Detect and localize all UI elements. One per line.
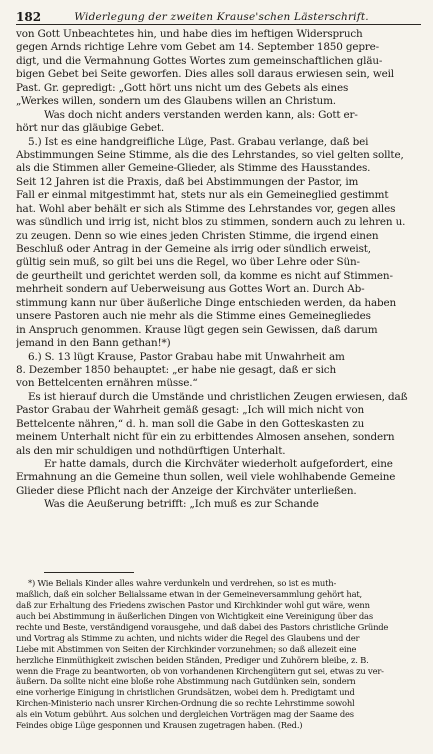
footnote-line: Liebe mit Abstimmen von Seiten der Kirchkinder vorzunehmen; so daß allezeit eine	[16, 643, 357, 654]
text-line: als den mir schuldigen und nothdürftigen Unterhalt.	[16, 444, 286, 457]
text-line: gültig sein muß, so gilt bei uns die Regel, wo über Lehre oder Sün-	[16, 256, 360, 269]
text-line: Fall er einmal mitgestimmt hat, stets nur als ein Gemeineglied gestimmt	[16, 189, 389, 202]
text-line: Er hatte damals, durch die Kirchväter wiederholt aufgefordert, eine	[44, 458, 393, 470]
text-line: Ermahnung an die Gemeine thun sollen, weil viele wohlhabende Gemeine	[16, 471, 396, 484]
text-line: digt, und die Vermahnung Gottes Wortes zum gemeinschaftlichen gläu-	[16, 54, 383, 67]
text-line: Pastor Grabau der Wahrheit gemäß gesagt: „Ich will mich nicht von	[16, 404, 364, 417]
text-line: stimmung kann nur über äußerliche Dinge entschieden werden, da haben	[16, 296, 397, 309]
text-line: Was doch nicht anders verstanden werden kann, als: Gott er-	[44, 108, 358, 121]
text-line: 6.) S. 13 lügt Krause, Pastor Grabau habe mit Unwahrheit am	[28, 350, 345, 363]
text-line: jemand in den Bann gethan!*)	[16, 337, 171, 350]
text-line: meinem Unterhalt nicht für ein zu erbittendes Almosen ansehen, sondern	[16, 431, 395, 444]
text-line: in Anspruch genommen. Krause lügt gegen sein Gewissen, daß darum	[16, 323, 378, 336]
text-line: zu zeugen. Denn so wie eines jeden Christen Stimme, die irgend einen	[16, 229, 379, 242]
text-line: 5.) Ist es eine handgreifliche Lüge, Past. Grabau verlange, daß bei	[28, 135, 369, 148]
footnote-line: daß zur Erhaltung des Friedens zwischen Pastor und Kirchkinder wohl gut wäre, wenn	[16, 599, 370, 610]
footnote-line: Kirchen-Ministerio nach unsrer Kirchen-Ordnung die so rechte Lehrstimme sowohl	[16, 698, 355, 709]
text-line: Was die Aeußerung betrifft: „Ich muß es zur Schande	[44, 498, 319, 511]
text-line: „Werkes willen, sondern um des Glaubens willen an Christum.	[16, 95, 336, 108]
text-line: de geurtheilt und gerichtet werden soll, da komme es nicht auf Stimmen-	[16, 269, 393, 282]
footnote-line: *) Wie Belials Kinder alles wahre verdunkeln und verdrehen, so ist es muth-	[28, 578, 337, 588]
text-line: hört nur das gläubige Gebet.	[16, 122, 164, 135]
text-line: hat. Wohl aber behält er sich als Stimme des Lehrstandes vor, gegen alles	[16, 202, 396, 215]
text-line: von Bettelcenten ernähren müsse.“	[16, 377, 198, 390]
text-line: Abstimmungen Seine Stimme, als die des Lehrstandes, so viel gelten sollte,	[16, 148, 404, 161]
text-line: Beschluß oder Antrag in der Gemeine als irrig oder sündlich erweist,	[16, 243, 371, 255]
text-line: als die Stimmen aller Gemeine-Glieder, als Stimme des Hausstandes.	[16, 162, 371, 175]
running-title: Widerlegung der zweiten Krause'schen Lästerschrift.	[74, 11, 369, 23]
footnote-line: herzliche Einmüthigkeit zwischen beiden Ständen, Prediger und Zuhörern bleibe, z. B.	[16, 654, 369, 665]
footnote-line: auch bei Abstimmung in äußerlichen Dingen von Wichtigkeit eine Vereinigung über das	[16, 610, 373, 621]
footnote-line: äußern. Da sollte nicht eine bloße rohe Abstimmung nach Gutdünken sein, sondern	[16, 676, 356, 687]
footnote-rule	[44, 572, 134, 573]
text-line: von Gott Unbeachtetes hin, und habe dies im heftigen Widerspruch	[16, 28, 363, 40]
running-header	[16, 8, 421, 25]
text-line: 8. Dezember 1850 behauptet: „er habe nie gesagt, daß er sich	[16, 363, 337, 376]
footnote-line: wenn die Frage zu beantworten, ob von vorhandenen Kirchengütern gut sei, etwas zu ver-	[16, 665, 384, 676]
text-line: Past. Gr. gepredigt: „Gott hört uns nicht um des Gebets als eines	[16, 81, 349, 94]
text-line: mehrheit sondern auf Ueberweisung aus Gottes Wort an. Durch Ab-	[16, 283, 365, 296]
footnote	[16, 578, 421, 731]
text-line: was sündlich und irrig ist, nicht blos zu stimmen, sondern auch zu lehren u.	[16, 216, 406, 229]
footnote-line: rechte und Beste, verständigend vorausgehe, und daß dabei des Pastors christliche Gründe	[16, 621, 389, 632]
text-line: Es ist hierauf durch die Umstände und christlichen Zeugen erwiesen, daß	[28, 390, 408, 403]
text-line: Seit 12 Jahren ist die Praxis, daß bei Abstimmungen der Pastor, im	[16, 175, 359, 188]
text-line: gegen Arnds richtige Lehre vom Gebet am 14. September 1850 gepre-	[16, 41, 380, 54]
text-line: bigen Gebet bei Seite geworfen. Dies alles soll daraus erwiesen sein, weil	[16, 68, 394, 81]
text-line: Bettelcente nähren,“ d. h. man soll die Gabe in den Gotteskasten zu	[16, 417, 365, 430]
footnote-line: und Vortrag als Stimme zu achten, und nichts wider die Regel des Glaubens und der	[16, 632, 360, 643]
text-line: unsere Pastoren auch nie mehr als die Stimme eines Gemeinegliedes	[16, 310, 371, 323]
page-number: 182	[16, 10, 42, 24]
main-text	[16, 28, 421, 512]
text-line: Glieder diese Pflicht nach der Anzeige der Kirchväter unterließen.	[16, 484, 357, 497]
footnote-line: eine vorherige Einigung in christlichen Grundsätzen, wobei dem h. Predigtamt und	[16, 687, 355, 698]
footnote-line: Feindes obige Lüge gesponnen und Krausen zugetragen haben. (Red.)	[16, 720, 303, 731]
footnote-line: maßlich, daß ein solcher Belialssame etwan in der Gemeineversammlung gehört hat,	[16, 588, 362, 599]
footnote-line: als ein Votum gebührt. Aus solchen und dergleichen Vorträgen mag der Saame des	[16, 709, 354, 720]
